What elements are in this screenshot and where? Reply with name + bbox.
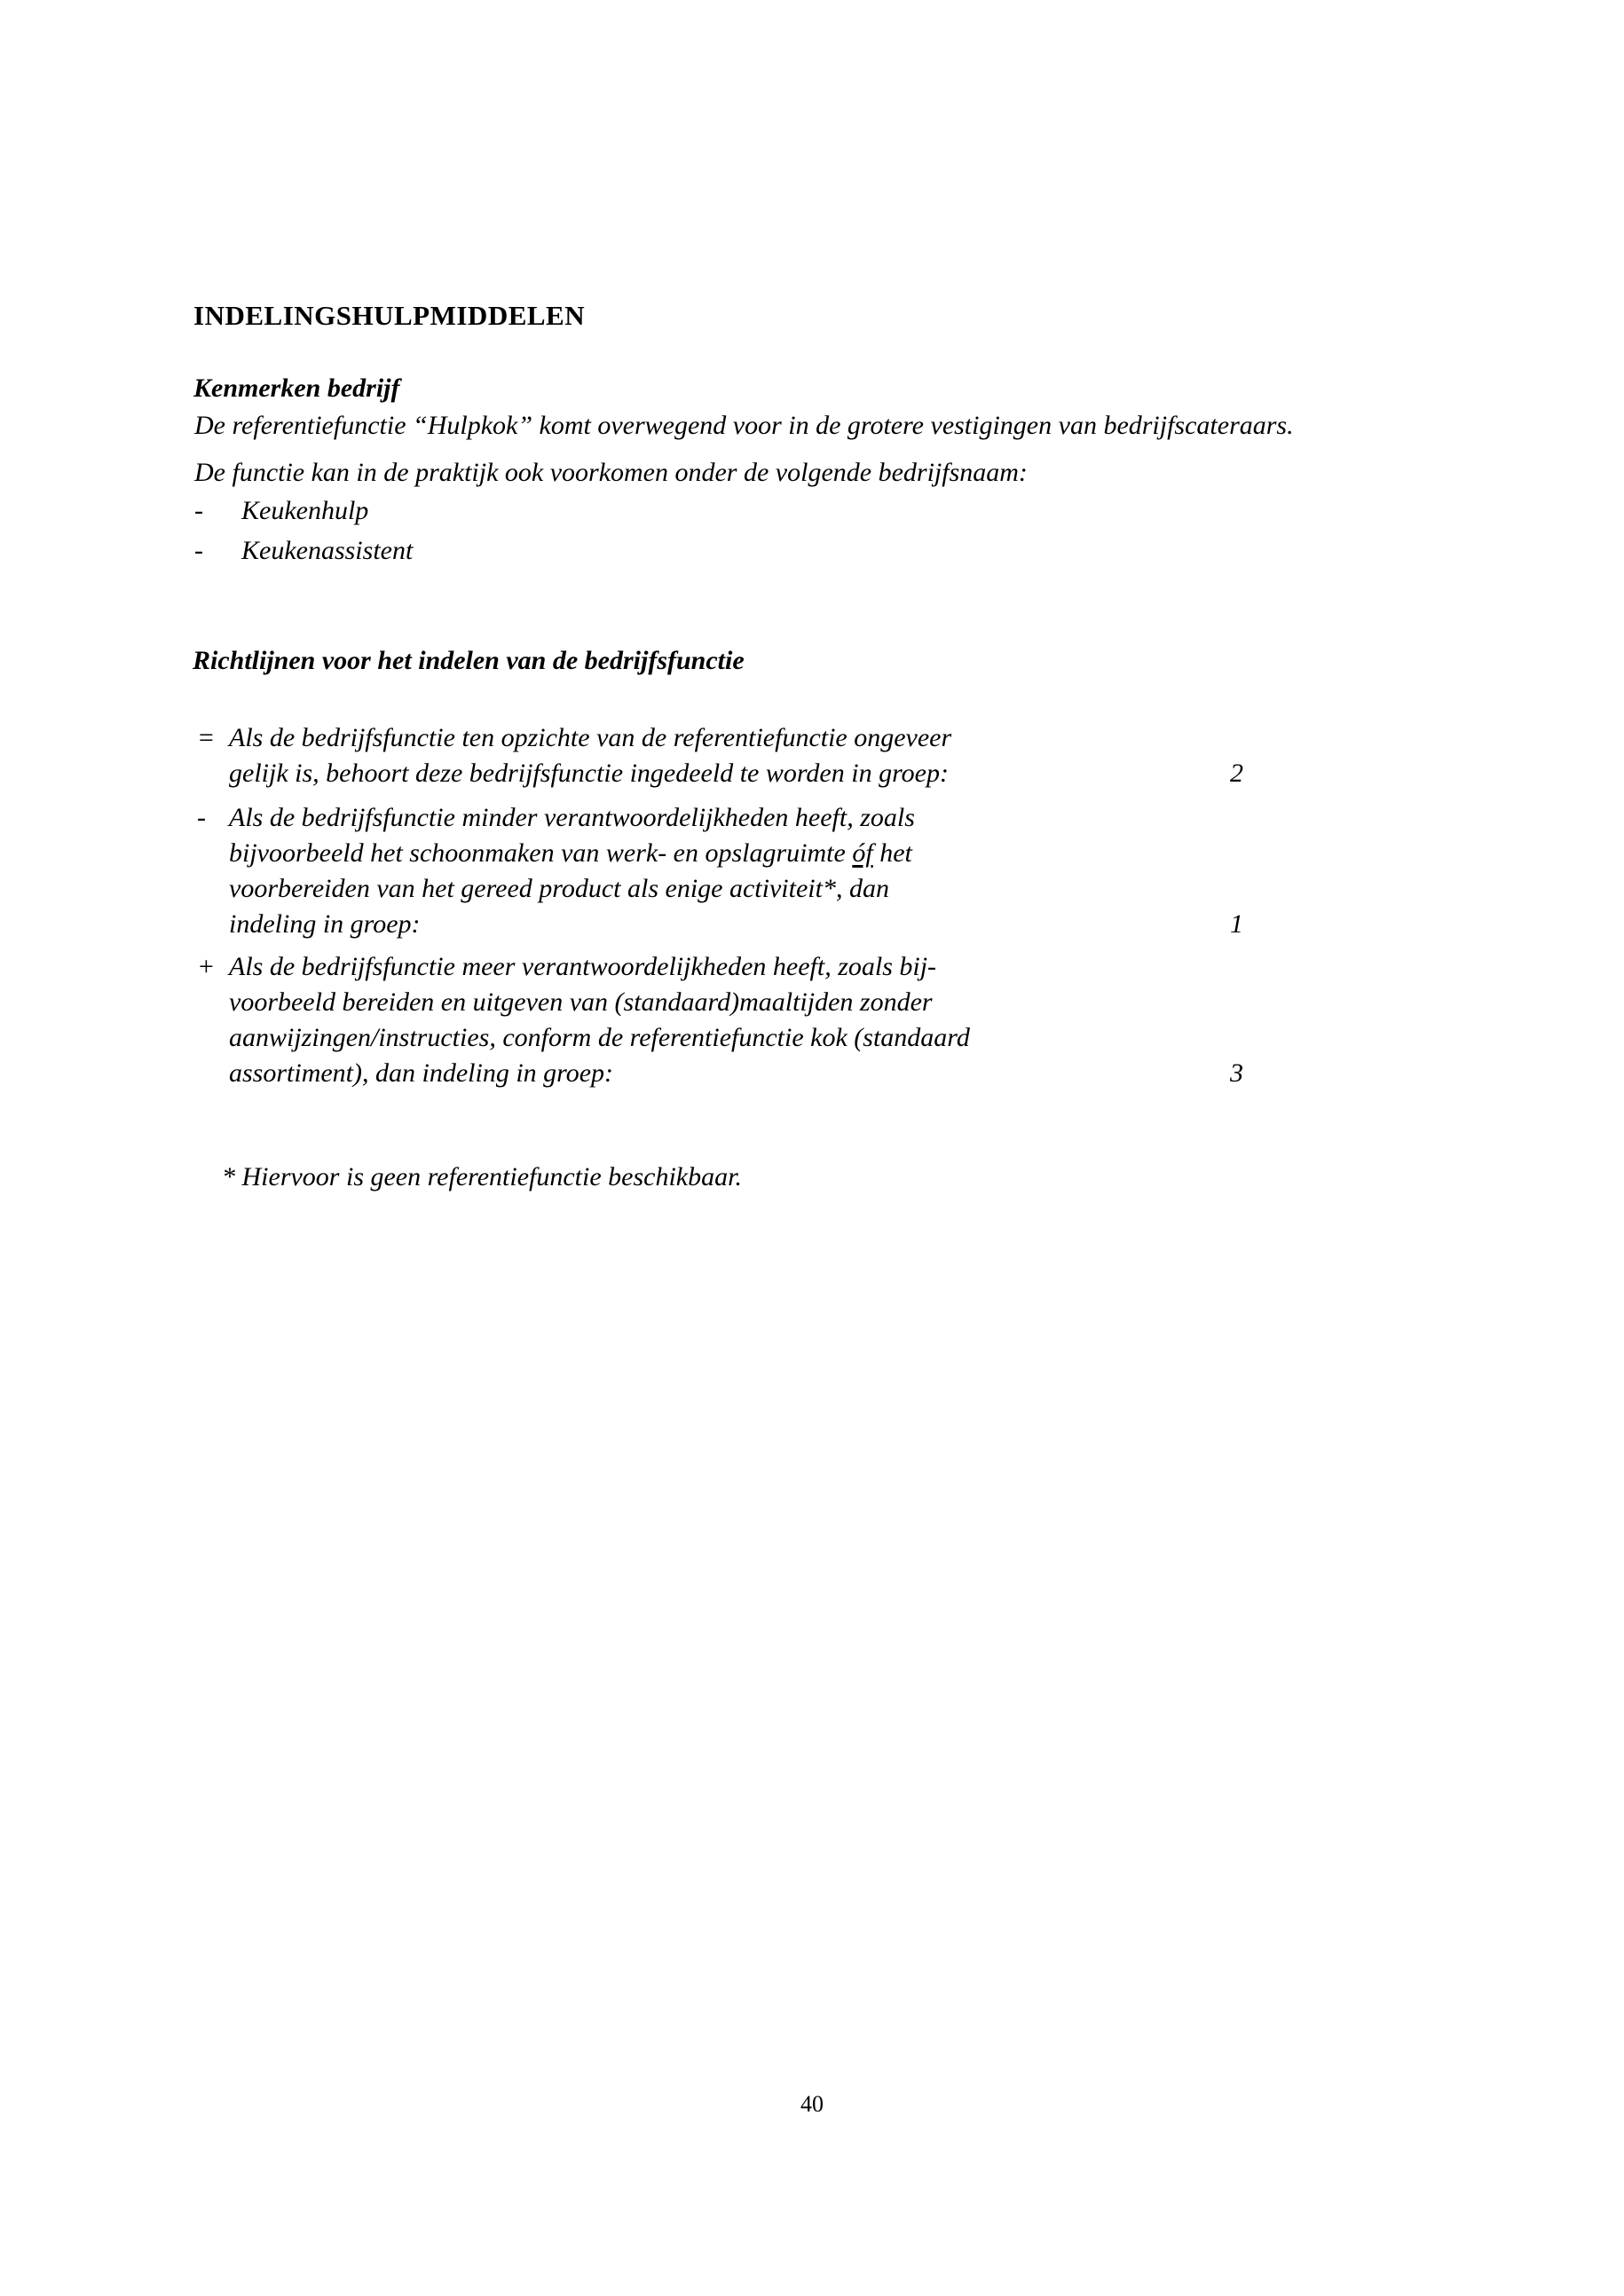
- guideline-symbol-equal: =: [197, 723, 216, 752]
- list-item: [194, 496, 413, 536]
- underlined-word: óf: [852, 838, 873, 868]
- guideline-item-minus: [197, 800, 1439, 942]
- guideline-line: voorbeeld bereiden en uitgeven van (standaard)maaltijden zonder: [229, 987, 933, 1017]
- group-number: 1: [1230, 909, 1243, 939]
- guideline-line: aanwijzingen/instructies, conform de referentiefunctie kok (standaard: [229, 1023, 970, 1052]
- guideline-line: voorbereiden van het gereed product als enige activiteit*, dan: [229, 874, 889, 903]
- guideline-line: indeling in groep:: [229, 909, 421, 939]
- guideline-text: [229, 720, 951, 791]
- guideline-line: Als de bedrijfsfunctie minder verantwoordelijkheden heeft, zoals: [229, 803, 915, 832]
- guideline-symbol-minus: -: [197, 803, 206, 832]
- group-number: 2: [1230, 759, 1243, 788]
- guideline-text: [229, 949, 970, 1091]
- company-name-label: Keukenassistent: [241, 536, 414, 565]
- list-bullet: -: [194, 536, 203, 565]
- guideline-line: Als de bedrijfsfunctie ten opzichte van de referentiefunctie ongeveer: [229, 723, 952, 752]
- section-heading-richtlijnen: Richtlijnen voor het indelen van de bedrijfsfunctie: [193, 646, 745, 675]
- guideline-line-segment: het: [872, 838, 912, 868]
- page-number: 40: [800, 2091, 824, 2117]
- footnote: * Hiervoor is geen referentiefunctie beschikbaar.: [222, 1162, 742, 1191]
- company-name-list: [194, 496, 413, 576]
- guideline-item-plus: [197, 949, 1439, 1091]
- guideline-item-equal: [197, 720, 1439, 791]
- page-title: INDELINGSHULPMIDDELEN: [193, 300, 586, 331]
- list-item: [194, 536, 413, 576]
- paragraph-reference-function: De referentiefunctie “Hulpkok” komt overwegend voor in de grotere vestigingen van bedrijfscateraars.: [194, 411, 1294, 440]
- guideline-line: Als de bedrijfsfunctie meer verantwoordelijkheden heeft, zoals bij-: [229, 952, 937, 981]
- paragraph-company-name-intro: De functie kan in de praktijk ook voorkomen onder de volgende bedrijfsnaam:: [194, 458, 1028, 487]
- guideline-text: [229, 800, 915, 942]
- guideline-line: [229, 836, 915, 871]
- group-number: 3: [1230, 1058, 1243, 1088]
- list-bullet: -: [194, 496, 203, 525]
- company-name-label: Keukenhulp: [241, 496, 369, 525]
- section-heading-kenmerken-bedrijf: Kenmerken bedrijf: [193, 373, 400, 403]
- guideline-line: gelijk is, behoort deze bedrijfsfunctie ingedeeld te worden in groep:: [229, 759, 949, 788]
- guideline-line-segment: bijvoorbeeld het schoonmaken van werk- en opslagruimte: [229, 838, 853, 868]
- guideline-list: [197, 720, 1439, 1091]
- guideline-line: assortiment), dan indeling in groep:: [229, 1058, 614, 1088]
- guideline-symbol-plus: +: [197, 952, 216, 981]
